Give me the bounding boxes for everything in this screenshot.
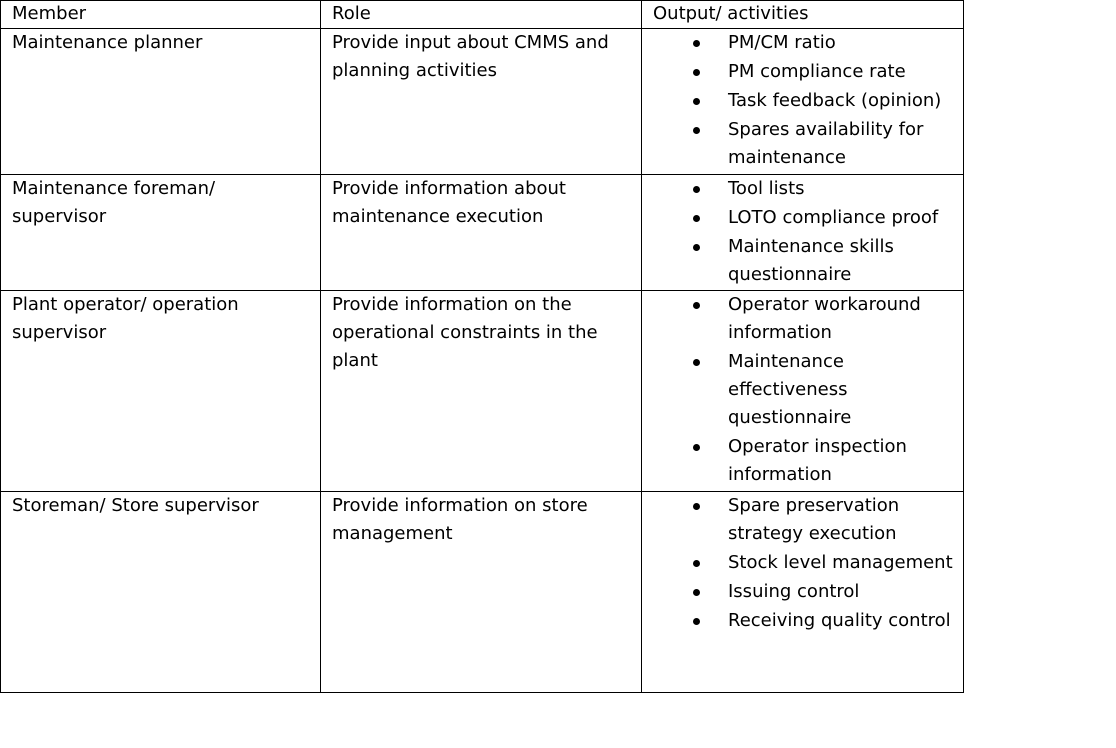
bullet-icon (693, 127, 700, 134)
bullet-icon (693, 69, 700, 76)
header-cell-role (321, 1, 642, 29)
list-item (642, 29, 959, 57)
output-item-text: Spare preservation strategy execution (728, 495, 900, 544)
list-item (642, 291, 959, 347)
output-item-text: Operator workaround information (728, 294, 921, 343)
output-cell (642, 492, 964, 693)
output-item-text: Receiving quality control (728, 610, 951, 631)
bullet-icon (693, 589, 700, 596)
list-item (642, 175, 959, 203)
bullet-icon (693, 215, 700, 222)
bullet-icon (693, 503, 700, 510)
output-item-text: PM compliance rate (728, 61, 906, 82)
list-item (642, 433, 959, 489)
list-item (642, 578, 959, 606)
output-item-text: Tool lists (728, 178, 805, 199)
header-member-label: Member (12, 3, 87, 24)
header-cell-output (642, 1, 964, 29)
member-text: Maintenance planner (12, 32, 203, 53)
list-item (642, 204, 959, 232)
header-output-label: Output/ activities (653, 3, 809, 24)
bullet-icon (693, 98, 700, 105)
member-cell (1, 291, 321, 492)
member-cell (1, 492, 321, 693)
table-row (1, 29, 964, 175)
list-item (642, 348, 959, 432)
bullet-icon (693, 560, 700, 567)
member-text: Plant operator/ operation supervisor (12, 294, 239, 343)
list-item (642, 492, 959, 548)
output-cell (642, 29, 964, 175)
role-cell (321, 29, 642, 175)
role-text: Provide information on the operational constraints in the plant (332, 294, 598, 371)
role-cell (321, 492, 642, 693)
output-item-text: PM/CM ratio (728, 32, 836, 53)
output-item-text: LOTO compliance proof (728, 207, 939, 228)
table-row (1, 175, 964, 291)
output-item-text: Stock level management (728, 552, 953, 573)
member-cell (1, 29, 321, 175)
member-text: Maintenance foreman/ supervisor (12, 178, 216, 227)
member-cell (1, 175, 321, 291)
header-role-label: Role (332, 3, 371, 24)
list-item (642, 549, 959, 577)
output-cell (642, 175, 964, 291)
output-item-text: Issuing control (728, 581, 860, 602)
output-cell (642, 291, 964, 492)
list-item (642, 58, 959, 86)
output-list (642, 175, 963, 289)
table-row (1, 291, 964, 492)
bullet-icon (693, 444, 700, 451)
bullet-icon (693, 244, 700, 251)
output-item-text: Maintenance skills questionnaire (728, 236, 894, 285)
bullet-icon (693, 618, 700, 625)
role-cell (321, 175, 642, 291)
output-list (642, 492, 963, 635)
output-item-text: Operator inspection information (728, 436, 907, 485)
bullet-icon (693, 40, 700, 47)
table-header-row (1, 1, 964, 29)
role-text: Provide information about maintenance execution (332, 178, 566, 227)
output-item-text: Spares availability for maintenance (728, 119, 924, 168)
output-item-text: Task feedback (opinion) (728, 90, 942, 111)
output-list (642, 291, 963, 489)
role-text: Provide information on store management (332, 495, 588, 544)
output-list (642, 29, 963, 172)
table-row (1, 492, 964, 693)
header-cell-member (1, 1, 321, 29)
list-item (642, 607, 959, 635)
list-item (642, 116, 959, 172)
role-text: Provide input about CMMS and planning activities (332, 32, 609, 81)
list-item (642, 233, 959, 289)
output-item-text: Maintenance effectiveness questionnaire (728, 351, 852, 428)
member-text: Storeman/ Store supervisor (12, 495, 259, 516)
bullet-icon (693, 302, 700, 309)
bullet-icon (693, 359, 700, 366)
list-item (642, 87, 959, 115)
bullet-icon (693, 186, 700, 193)
role-cell (321, 291, 642, 492)
